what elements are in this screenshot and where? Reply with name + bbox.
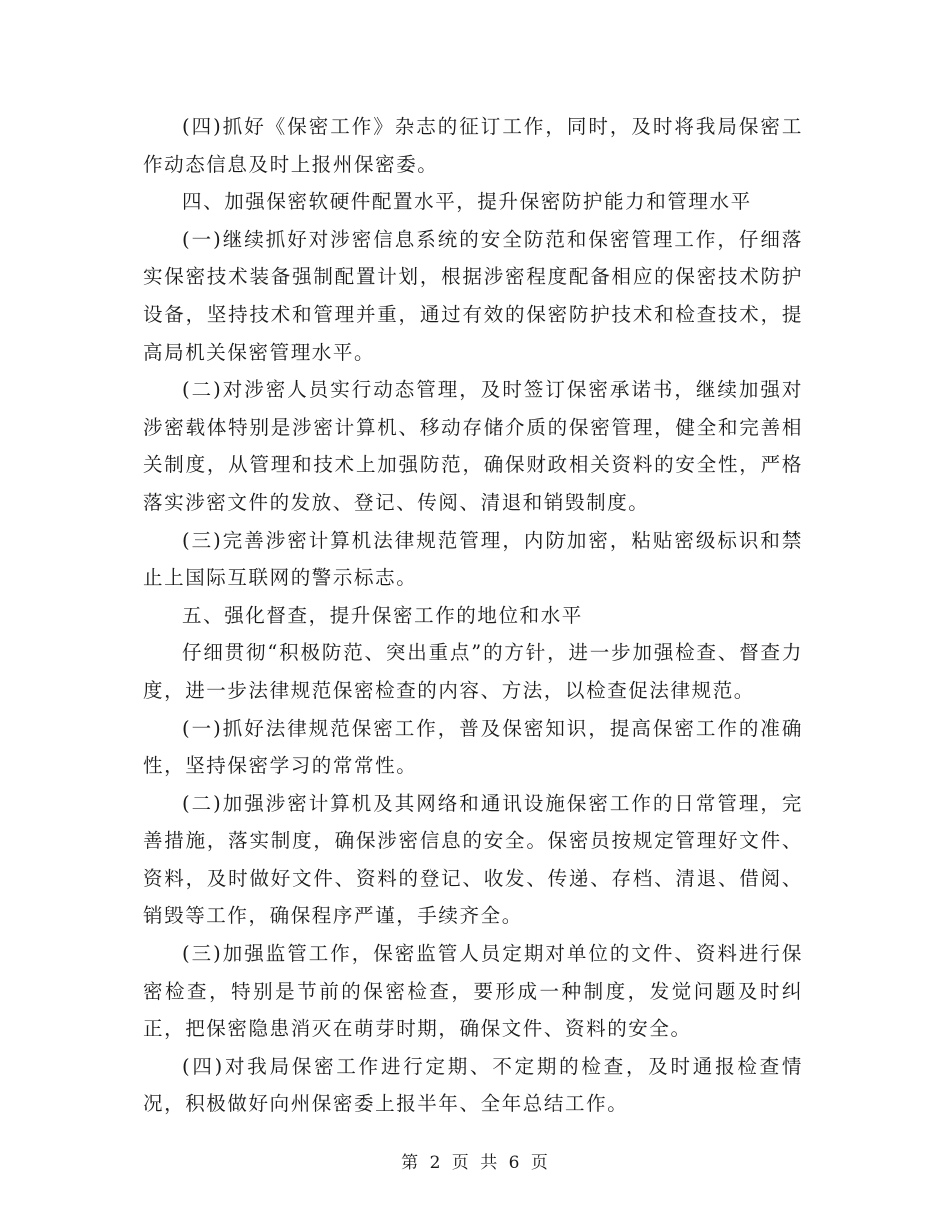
paragraph-guideline: 仔细贯彻“积极防范、突出重点”的方针，进一步加强检查、督查力度，进一步法律规范保密检查的内容、方法，以检查促法律规范。: [143, 641, 803, 702]
document-body: [143, 108, 803, 1123]
paragraph-item-3-computers: (三)完善涉密计算机法律规范管理，内防加密，粘贴密级标识和禁止上国际互联网的警示标志。: [143, 528, 803, 590]
paragraph-item-2-personnel: (二)对涉密人员实行动态管理，及时签订保密承诺书，继续加强对涉密载体特别是涉密计算机、移动存储介质的保密管理，健全和完善相关制度，从管理和技术上加强防范，确保财政相关资料的安全性，严格落实涉密文件的发放、登记、传阅、清退和销毁制度。: [143, 378, 803, 514]
section-heading-4: 四、加强保密软硬件配置水平，提升保密防护能力和管理水平: [182, 190, 752, 214]
paragraph-item-4-subscription: (四)抓好《保密工作》杂志的征订工作，同时，及时将我局保密工作动态信息及时上报州保密委。: [143, 115, 803, 176]
page-number-footer: 第 2 页 共 6 页: [401, 1153, 549, 1173]
paragraph-item-1-systems: (一)继续抓好对涉密信息系统的安全防范和保密管理工作，仔细落实保密技术装备强制配置计划，根据涉密程度配备相应的保密技术防护设备，坚持技术和管理并重，通过有效的保密防护技术和检查技术，提高局机关保密管理水平。: [143, 227, 803, 364]
paragraph-item-4-inspection: (四)对我局保密工作进行定期、不定期的检查，及时通报检查情况，积极做好向州保密委上报半年、全年总结工作。: [143, 1054, 803, 1116]
paragraph-item-2-daily-management: (二)加强涉密计算机及其网络和通讯设施保密工作的日常管理，完善措施，落实制度，确保涉密信息的安全。保密员按规定管理好文件、资料，及时做好文件、资料的登记、收发、传递、存档、清退、借阅、销毁等工作，确保程序严谨，手续齐全。: [143, 791, 803, 928]
section-heading-5: 五、强化督查，提升保密工作的地位和水平: [182, 603, 583, 627]
paragraph-item-1-knowledge: (一)抓好法律规范保密工作，普及保密知识，提高保密工作的准确性，坚持保密学习的常常性。: [143, 716, 803, 778]
paragraph-item-3-supervision: (三)加强监管工作，保密监管人员定期对单位的文件、资料进行保密检查，特别是节前的保密检查，要形成一种制度，发觉问题及时纠正，把保密隐患消灭在萌芽时期，确保文件、资料的安全。: [143, 942, 803, 1041]
